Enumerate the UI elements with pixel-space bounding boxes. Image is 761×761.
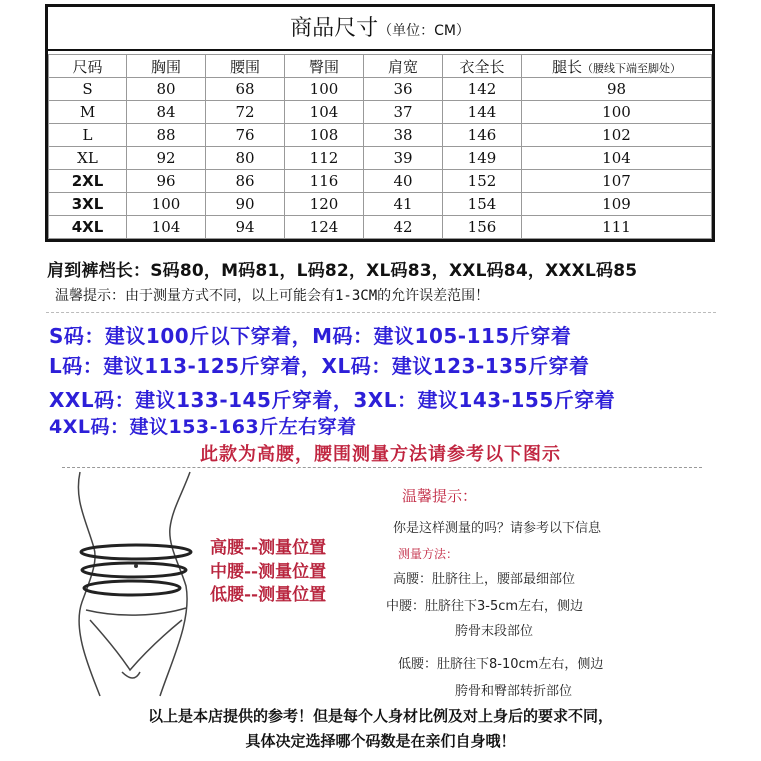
weight-line-2: L码：建议113-125斤穿着，XL码：建议123-135斤穿着 bbox=[49, 354, 590, 378]
measure-cell: 90 bbox=[206, 193, 285, 216]
weight-line-3: XXL码：建议133-145斤穿着，3XL：建议143-155斤穿着 bbox=[49, 388, 616, 412]
measure-cell: 92 bbox=[127, 147, 206, 170]
measure-cell: 104 bbox=[285, 101, 364, 124]
table-row bbox=[49, 170, 712, 193]
high-waist-label: 高腰--测量位置 bbox=[210, 538, 327, 558]
size-cell: 3XL bbox=[49, 193, 127, 216]
measure-cell: 80 bbox=[206, 147, 285, 170]
table-unit: （单位：CM） bbox=[378, 23, 470, 39]
crotch-length-line: 肩到裤档长：S码80，M码81，L码82，XL码83，XXL码84，XXXL码85 bbox=[47, 261, 638, 281]
tips-question: 你是这样测量的吗？请参考以下信息 bbox=[393, 521, 602, 536]
measure-cell: 109 bbox=[522, 193, 712, 216]
measure-cell: 100 bbox=[127, 193, 206, 216]
table-row bbox=[49, 101, 712, 124]
measure-cell: 120 bbox=[285, 193, 364, 216]
table-title-text: 商品尺寸 bbox=[290, 16, 379, 41]
measure-cell: 116 bbox=[285, 170, 364, 193]
header-hip: 臀围 bbox=[285, 55, 364, 78]
header-chest: 胸围 bbox=[127, 55, 206, 78]
measure-cell: 98 bbox=[522, 78, 712, 101]
measure-cell: 76 bbox=[206, 124, 285, 147]
mid-waist-method bbox=[386, 595, 583, 614]
measure-cell: 100 bbox=[285, 78, 364, 101]
size-cell: M bbox=[49, 101, 127, 124]
waist-diagram-heading: 此款为高腰，腰围测量方法请参考以下图示 bbox=[200, 444, 561, 465]
high-waist-method bbox=[393, 568, 575, 587]
measure-cell: 72 bbox=[206, 101, 285, 124]
footer-line-1: 以上是本店提供的参考！但是每个人身材比例及对上身后的要求不同， bbox=[147, 707, 613, 725]
measure-cell: 146 bbox=[443, 124, 522, 147]
measure-cell: 144 bbox=[443, 101, 522, 124]
header-shoulder: 肩宽 bbox=[364, 55, 443, 78]
measure-cell: 111 bbox=[522, 216, 712, 239]
measure-cell: 96 bbox=[127, 170, 206, 193]
measure-cell: 104 bbox=[127, 216, 206, 239]
measure-cell: 84 bbox=[127, 101, 206, 124]
measure-cell: 37 bbox=[364, 101, 443, 124]
measure-cell: 152 bbox=[443, 170, 522, 193]
measure-cell: 68 bbox=[206, 78, 285, 101]
high-waist-band bbox=[81, 545, 191, 559]
table-body bbox=[49, 78, 712, 239]
low-method-label: 低腰： bbox=[398, 657, 438, 672]
header-waist: 腰围 bbox=[206, 55, 285, 78]
table-row bbox=[49, 193, 712, 216]
measure-cell: 100 bbox=[522, 101, 712, 124]
measure-cell: 41 bbox=[364, 193, 443, 216]
mid-method-label: 中腰： bbox=[386, 599, 426, 614]
measure-cell: 154 bbox=[443, 193, 522, 216]
measure-cell: 112 bbox=[285, 147, 364, 170]
size-cell: 4XL bbox=[49, 216, 127, 239]
tolerance-note: 温馨提示：由于测量方式不同，以上可能会有1-3CM的允许误差范围！ bbox=[55, 288, 490, 304]
measure-cell: 38 bbox=[364, 124, 443, 147]
measure-cell: 36 bbox=[364, 78, 443, 101]
measure-cell: 102 bbox=[522, 124, 712, 147]
measure-cell: 40 bbox=[364, 170, 443, 193]
low-waist-method bbox=[398, 653, 603, 672]
mid-waist-band bbox=[82, 563, 186, 577]
measure-cell: 108 bbox=[285, 124, 364, 147]
table-row bbox=[49, 124, 712, 147]
size-cell: XL bbox=[49, 147, 127, 170]
method-title: 测量方法： bbox=[398, 547, 459, 561]
size-cell: S bbox=[49, 78, 127, 101]
measure-cell: 124 bbox=[285, 216, 364, 239]
header-length: 衣全长 bbox=[443, 55, 522, 78]
size-cell: L bbox=[49, 124, 127, 147]
header-leg bbox=[522, 55, 712, 78]
header-row bbox=[49, 55, 712, 78]
header-size: 尺码 bbox=[49, 55, 127, 78]
size-table bbox=[45, 4, 715, 242]
navel-mark bbox=[134, 564, 138, 568]
measure-cell: 149 bbox=[443, 147, 522, 170]
header-leg-note: （腰线下端至脚处） bbox=[582, 61, 681, 75]
section-divider bbox=[46, 312, 716, 313]
high-method-text: 肚脐往上，腰部最细部位 bbox=[432, 572, 576, 587]
measure-cell: 80 bbox=[127, 78, 206, 101]
measure-cell: 86 bbox=[206, 170, 285, 193]
footer-line-2: 具体决定选择哪个码数是在亲们自身哦！ bbox=[245, 732, 516, 750]
low-method-text-1: 肚脐往下8-10cm左右，侧边 bbox=[437, 657, 604, 672]
size-cell: 2XL bbox=[49, 170, 127, 193]
weight-line-4: 4XL码：建议153-163斤左右穿着 bbox=[49, 416, 357, 438]
measure-cell: 94 bbox=[206, 216, 285, 239]
mid-waist-label: 中腰--测量位置 bbox=[210, 562, 327, 582]
mid-method-text-2: 胯骨末段部位 bbox=[455, 624, 534, 639]
weight-line-1: S码：建议100斤以下穿着，M码：建议105-115斤穿着 bbox=[49, 324, 572, 348]
measure-cell: 39 bbox=[364, 147, 443, 170]
measure-cell: 104 bbox=[522, 147, 712, 170]
measure-cell: 42 bbox=[364, 216, 443, 239]
high-method-label: 高腰： bbox=[393, 572, 433, 587]
low-waist-label: 低腰--测量位置 bbox=[210, 585, 327, 605]
low-waist-band bbox=[84, 581, 180, 595]
measure-cell: 156 bbox=[443, 216, 522, 239]
table-row bbox=[49, 147, 712, 170]
measure-cell: 107 bbox=[522, 170, 712, 193]
mid-method-text-1: 肚脐往下3-5cm左右，侧边 bbox=[425, 599, 584, 614]
heading-underline bbox=[62, 467, 702, 468]
tips-title: 温馨提示： bbox=[402, 487, 478, 505]
table-row bbox=[49, 216, 712, 239]
measure-cell: 88 bbox=[127, 124, 206, 147]
table-row bbox=[49, 78, 712, 101]
measure-cell: 142 bbox=[443, 78, 522, 101]
low-method-text-2: 胯骨和臀部转折部位 bbox=[455, 684, 573, 699]
header-leg-label: 腿长 bbox=[551, 57, 582, 76]
size-grid bbox=[48, 54, 712, 239]
table-title bbox=[48, 7, 712, 51]
